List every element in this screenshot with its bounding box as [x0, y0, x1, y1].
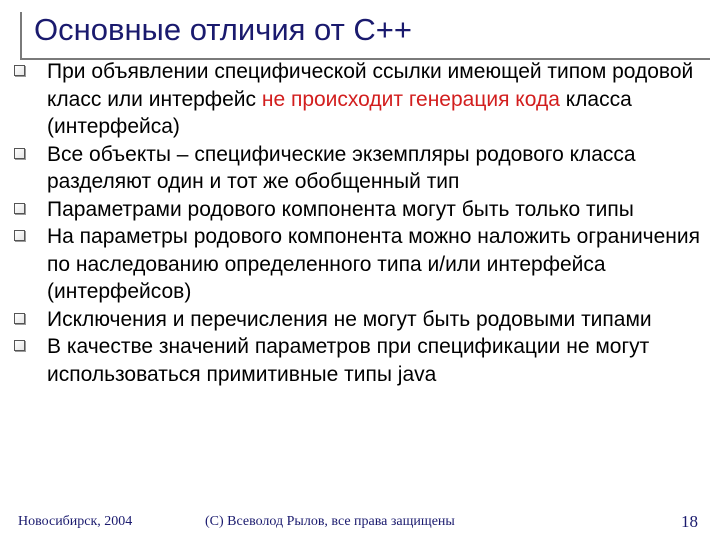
bullet-text: На параметры родового компонента можно наложить ограничения по наследованию определенного типа и/или интерфейса (интерфейсов) [47, 225, 700, 303]
page-number: 18 [681, 512, 698, 531]
bullet-text-highlight: не происходит генерация кода [261, 87, 560, 111]
hollow-square-bullet-icon [14, 148, 25, 159]
bullet-text-plain: При объявлении специфической ссылки имеющей типом родовой класс или интерфейс [47, 60, 694, 111]
bullet-item-6 [14, 333, 704, 388]
bullet-item-2 [14, 141, 704, 196]
bullet-item-1 [14, 58, 704, 141]
footer-location-year: Новосибирск, 2004 [18, 514, 133, 529]
bullet-item-3 [14, 196, 704, 224]
hollow-square-bullet-icon [14, 65, 25, 76]
bullet-text: В качестве значений параметров при спецификации не могут использоваться примитивные типы java [47, 335, 650, 386]
bullet-text: Все объекты – специфические экземпляры родового класса разделяют один и тот же обобщенный тип [47, 142, 636, 193]
bullet-item-4 [14, 223, 704, 306]
bullet-text: Исключения и перечисления не могут быть родовыми типами [47, 307, 652, 331]
hollow-square-bullet-icon [14, 203, 25, 214]
hollow-square-bullet-icon [14, 340, 25, 351]
bullet-list [14, 58, 704, 388]
bullet-text: Параметрами родового компонента могут быть только типы [47, 197, 634, 221]
hollow-square-bullet-icon [14, 313, 25, 324]
hollow-square-bullet-icon [14, 230, 25, 241]
title-vertical-rule [20, 12, 22, 60]
slide-title: Основные отличия от С++ [34, 12, 413, 47]
bullet-text-plain: класса (интерфейса) [47, 87, 632, 138]
footer-copyright: (C) Всеволод Рылов, все права защищены [205, 514, 455, 529]
slide-header [20, 8, 710, 60]
bullet-text [47, 58, 704, 141]
bullet-item-5 [14, 306, 704, 334]
